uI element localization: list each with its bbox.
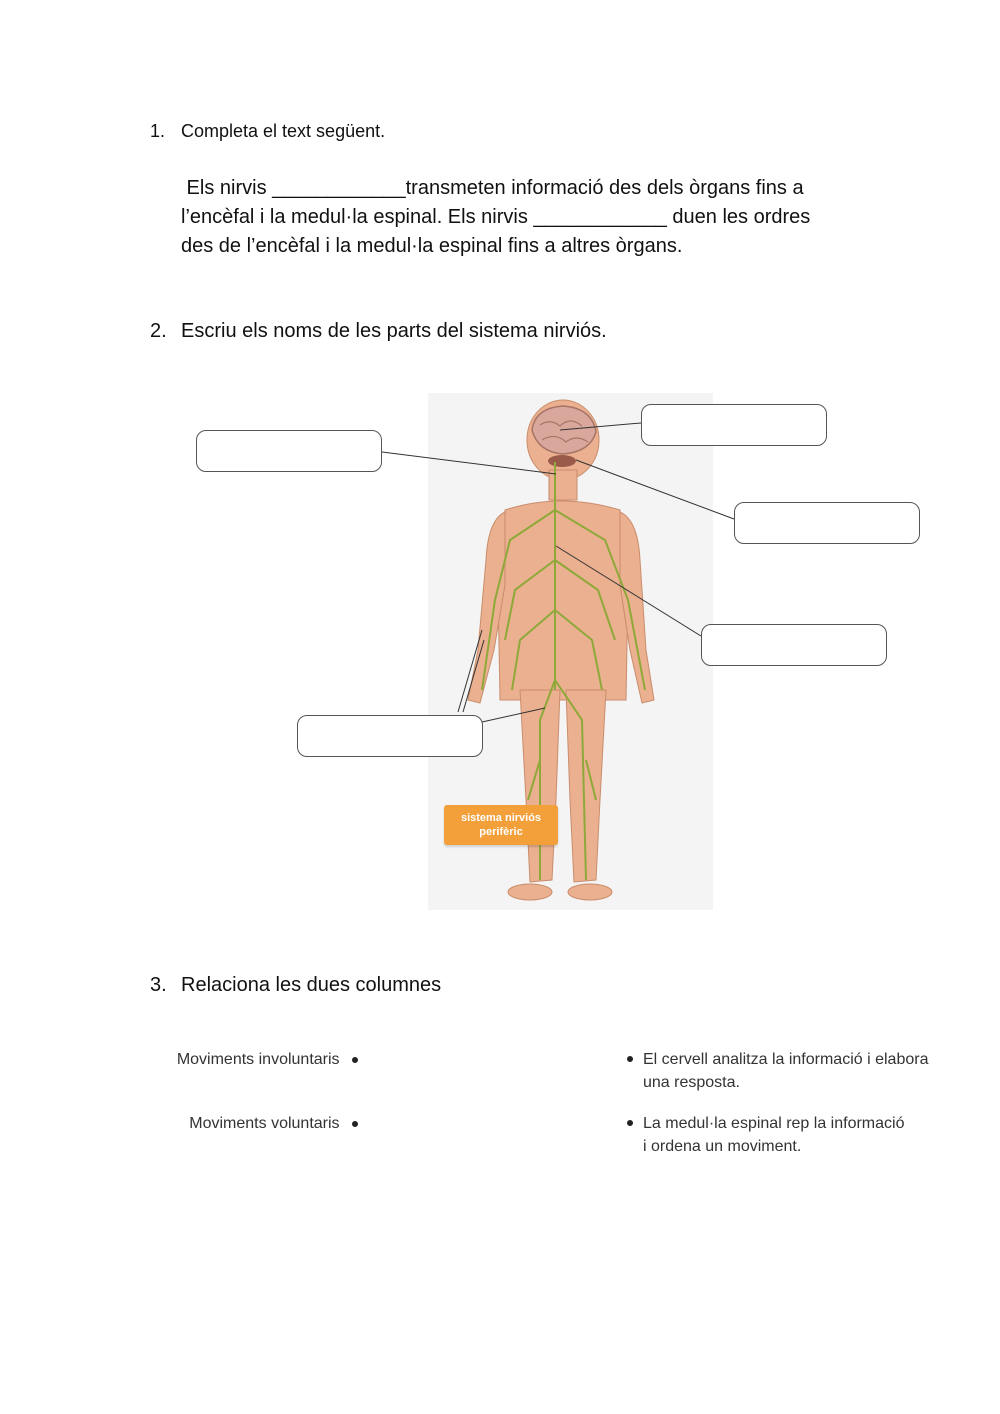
right-item-line: El cervell analitza la informació i elabora — [643, 1051, 929, 1068]
question-2-title: Escriu els noms de les parts del sistema nirviós. — [181, 320, 607, 342]
bullet-dot[interactable] — [627, 1120, 633, 1126]
right-column-item[interactable] — [627, 1112, 904, 1158]
left-foot — [508, 884, 552, 900]
left-column-item[interactable] — [177, 1051, 358, 1069]
peripheral-system-badge — [444, 805, 558, 845]
paragraph-line: l’encèfal i la medul·la espinal. Els nirvis ____________ duen les ordres — [181, 206, 811, 228]
label-box-answer[interactable] — [196, 430, 382, 472]
question-3-number: 3. — [150, 974, 167, 996]
label-box-answer[interactable] — [734, 502, 920, 544]
question-3-heading — [150, 974, 441, 997]
neck — [549, 470, 577, 500]
bullet-dot[interactable] — [352, 1121, 358, 1127]
paragraph-line: Els nirvis ____________transmeten informació des dels òrgans fins a — [181, 177, 804, 199]
right-item-line: i ordena un moviment. — [643, 1138, 802, 1155]
question-1-title: Completa el text següent. — [181, 121, 386, 141]
right-foot — [568, 884, 612, 900]
right-item-line: una resposta. — [643, 1074, 740, 1091]
right-column-item[interactable] — [627, 1048, 928, 1094]
question-1-number: 1. — [150, 121, 166, 141]
question-2-number: 2. — [150, 320, 167, 342]
left-item-label: Moviments involuntaris — [176, 1051, 340, 1068]
cerebellum — [548, 455, 576, 467]
paragraph-line: des de l’encèfal i la medul·la espinal fins a altres òrgans. — [181, 235, 683, 257]
bullet-dot[interactable] — [627, 1056, 633, 1062]
left-column-item[interactable] — [189, 1115, 358, 1133]
left-item-label: Moviments voluntaris — [189, 1115, 340, 1132]
right-item-line: La medul·la espinal rep la informació — [643, 1115, 905, 1132]
label-box-answer[interactable] — [297, 715, 483, 757]
bullet-dot[interactable] — [352, 1057, 358, 1063]
label-box-answer[interactable] — [641, 404, 827, 446]
badge-line: sistema nirviós — [460, 812, 542, 824]
question-3-title: Relaciona les dues columnes — [181, 974, 442, 996]
badge-line: perifèric — [479, 826, 523, 838]
torso — [498, 501, 628, 700]
label-box-answer[interactable] — [701, 624, 887, 666]
